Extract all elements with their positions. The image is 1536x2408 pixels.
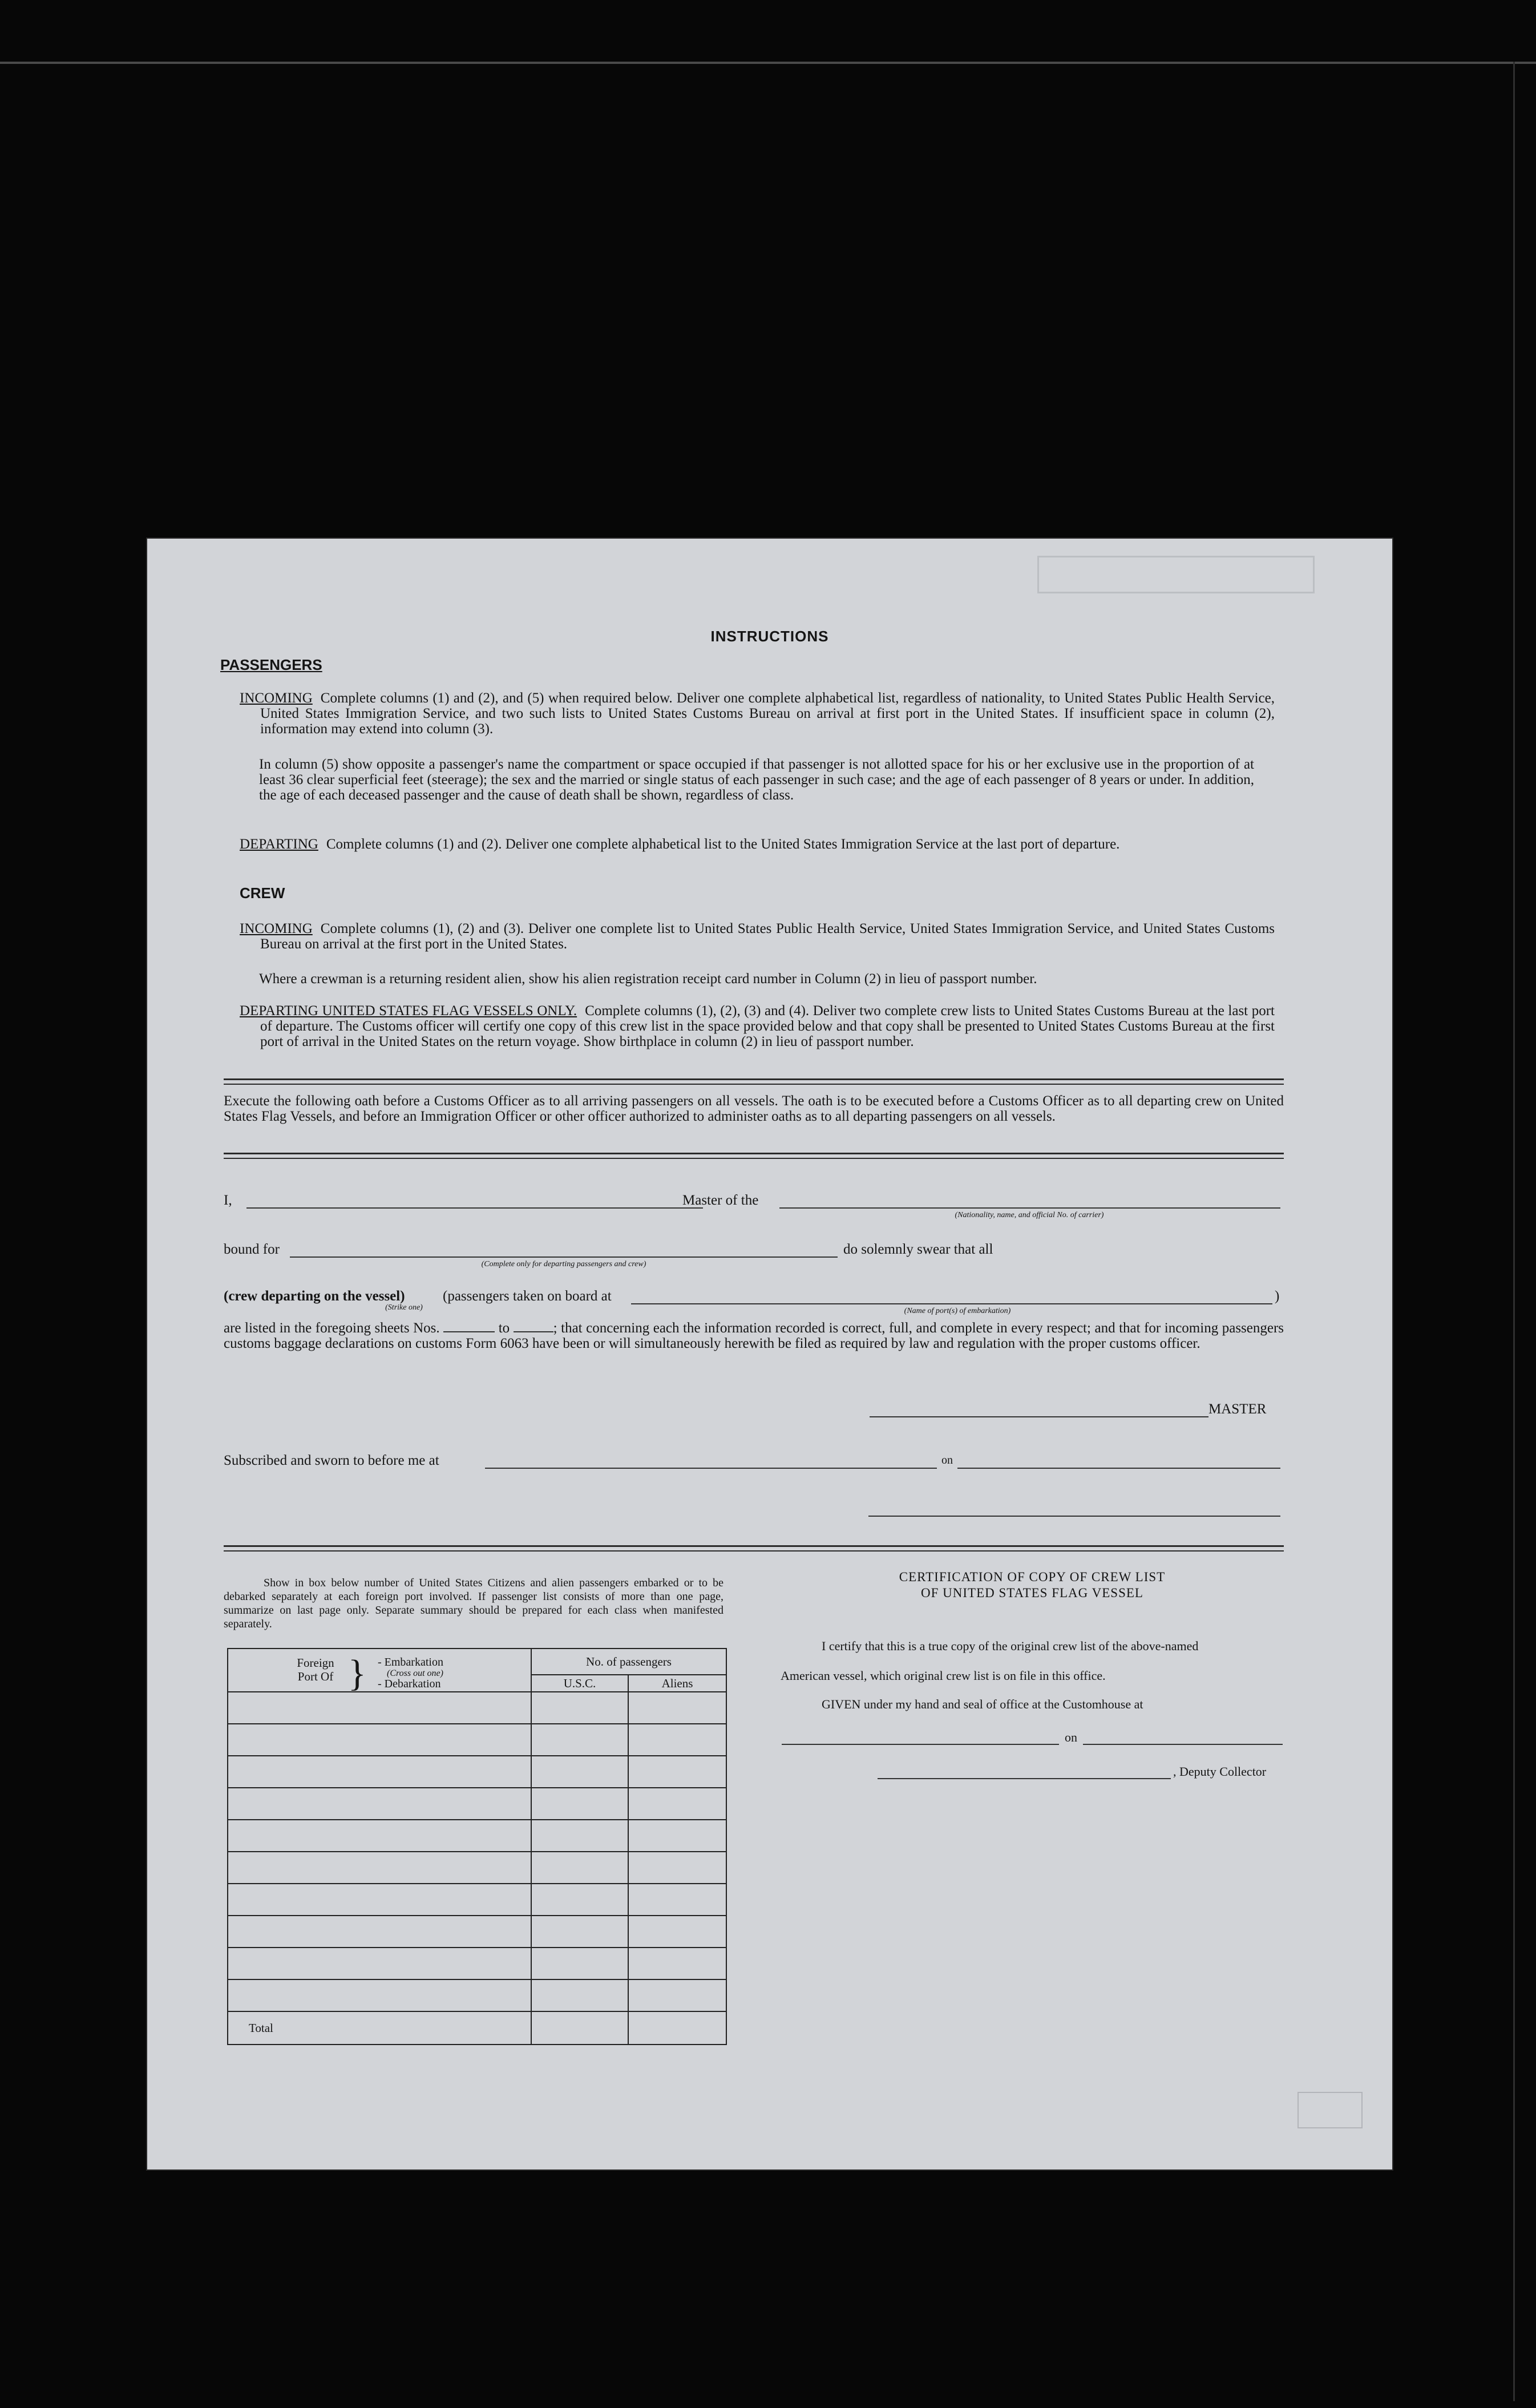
usc-cell[interactable] bbox=[531, 1979, 628, 2011]
oath-i-label: I, bbox=[224, 1193, 232, 1208]
foreign-port-header bbox=[228, 1649, 531, 1692]
summary-table bbox=[227, 1648, 727, 2045]
certification-on-label: on bbox=[1065, 1730, 1077, 1744]
table-row bbox=[228, 1948, 726, 1979]
passengers-column5-paragraph: In column (5) show opposite a passenger's name the compartment or space occupied if that passenger is not allotted space for his or her exclusive use in the proportion of at least 36 clear superficial feet (steerage); the sex and the married or single status of each passenger in such case; and the age of each passenger of 8 years or under. In addition, the age of each deceased passenger and the cause of death shall be shown, regardless of class. bbox=[259, 757, 1254, 803]
form-page bbox=[147, 539, 1392, 2169]
summary-instruction: Show in box below number of United States Citizens and alien passengers embarked or to be debarked separately at each foreign port involved. If passenger list consists of more than one page, summarize on last page only. Separate summary should be prepared for each class when manifested separately. bbox=[224, 1577, 723, 1630]
bound-for-field[interactable] bbox=[290, 1256, 838, 1258]
port-cell[interactable] bbox=[228, 1916, 531, 1948]
master-signature-field[interactable] bbox=[870, 1416, 1208, 1417]
usc-cell[interactable] bbox=[531, 1916, 628, 1948]
table-row bbox=[228, 1852, 726, 1884]
certification-title-line1: CERTIFICATION OF COPY OF CREW LIST bbox=[899, 1570, 1166, 1584]
passengers-incoming-paragraph bbox=[240, 690, 1275, 737]
master-of-label: Master of the bbox=[682, 1193, 759, 1208]
crew-departing-text: Complete columns (1), (2), (3) and (4). Deliver two complete crew lists to United States Customs Bureau at the last port of departure. The Customs officer will certify one copy of this crew list in the space provided below and that copy shall be presented to United States Customs Bureau at the first port of arrival in the United States on the return voyage. Show birthplace in column (2) in lieu of passport number. bbox=[260, 1003, 1275, 1049]
aliens-cell[interactable] bbox=[628, 1884, 726, 1916]
embarkation-caption: (Name of port(s) of embarkation) bbox=[904, 1307, 1011, 1315]
certify-text-line1: I certify that this is a true copy of the original crew list of the above-named bbox=[822, 1639, 1199, 1653]
sworn-place-field[interactable] bbox=[485, 1468, 937, 1469]
bracket-glyph: } bbox=[348, 1653, 366, 1694]
total-label: Total bbox=[228, 2011, 531, 2045]
sheet-to-field[interactable] bbox=[514, 1321, 553, 1332]
passengers-heading: PASSENGERS bbox=[220, 656, 322, 673]
bound-for-caption: (Complete only for departing passengers and crew) bbox=[481, 1260, 646, 1268]
aliens-cell[interactable] bbox=[628, 1852, 726, 1884]
port-cell[interactable] bbox=[228, 1948, 531, 1979]
crew-departing-option bbox=[224, 1288, 405, 1304]
port-cell[interactable] bbox=[228, 1820, 531, 1852]
total-aliens-cell[interactable] bbox=[628, 2011, 726, 2045]
usc-cell[interactable] bbox=[531, 1692, 628, 1724]
deputy-collector-label: , Deputy Collector bbox=[1173, 1764, 1267, 1779]
crew-incoming-text: Complete columns (1), (2) and (3). Deliver one complete list to United States Public Health Service, United States Immigration Service, and United States Customs Bureau on arrival at the first port in the United States. bbox=[260, 921, 1275, 952]
table-row bbox=[228, 1884, 726, 1916]
crew-resident-paragraph: Where a crewman is a returning resident alien, show his alien registration receipt card number in Column (2) in lieu of passport number. bbox=[259, 971, 1037, 987]
passengers-incoming-text: Complete columns (1) and (2), and (5) when required below. Deliver one complete alphabetical list, regardless of nationality, to United States Public Health Service, United States Immigration Service, and two such lists to United States Customs Bureau on arrival at first port in the United States. If insufficient space in column (2), information may extend into column (3). bbox=[260, 690, 1275, 737]
crew-incoming-paragraph bbox=[240, 921, 1275, 952]
total-usc-cell[interactable] bbox=[531, 2011, 628, 2045]
port-cell[interactable] bbox=[228, 1979, 531, 2011]
to-label: to bbox=[498, 1320, 510, 1336]
swear-label: do solemnly swear that all bbox=[843, 1242, 993, 1257]
embarkation-label: - Embarkation bbox=[378, 1656, 443, 1668]
carrier-caption: (Nationality, name, and official No. of carrier) bbox=[955, 1211, 1104, 1219]
table-row bbox=[228, 1820, 726, 1852]
sworn-on-label: on bbox=[941, 1454, 953, 1466]
section-divider bbox=[224, 1153, 1284, 1159]
officer-signature-field[interactable] bbox=[868, 1516, 1280, 1517]
aliens-cell[interactable] bbox=[628, 1724, 726, 1756]
port-cell[interactable] bbox=[228, 1884, 531, 1916]
table-row bbox=[228, 1979, 726, 2011]
usc-cell[interactable] bbox=[531, 1884, 628, 1916]
passengers-departing-paragraph bbox=[240, 837, 1275, 852]
usc-cell[interactable] bbox=[531, 1948, 628, 1979]
bound-for-label: bound for bbox=[224, 1242, 280, 1257]
no-passengers-header: No. of passengers bbox=[531, 1649, 726, 1675]
debarkation-label: - Debarkation bbox=[378, 1678, 441, 1690]
film-frame-side-line bbox=[1513, 62, 1515, 2401]
total-row bbox=[228, 2011, 726, 2045]
port-cell[interactable] bbox=[228, 1788, 531, 1820]
passengers-departing-text: Complete columns (1) and (2). Deliver one complete alphabetical list to the United States Immigration Service at the last port of departure. bbox=[326, 837, 1120, 852]
section-divider bbox=[224, 1078, 1284, 1085]
usc-cell[interactable] bbox=[531, 1820, 628, 1852]
oath-instruction-paragraph: Execute the following oath before a Customs Officer as to all arriving passengers on all vessels. The oath is to be executed before a Customs Officer as to all departing crew on United States Flag Vessels, and before an Immigration Officer or other officer authorized to administer oaths as to all departing passengers on all vessels. bbox=[224, 1093, 1284, 1124]
aliens-cell[interactable] bbox=[628, 1916, 726, 1948]
crew-heading: CREW bbox=[240, 884, 285, 902]
aliens-cell[interactable] bbox=[628, 1820, 726, 1852]
section-divider bbox=[224, 1545, 1284, 1552]
bleed-through-stamp bbox=[1037, 556, 1315, 593]
aliens-cell[interactable] bbox=[628, 1692, 726, 1724]
certification-title bbox=[818, 1569, 1246, 1601]
crew-departing-option-text: (crew departing on the vessel) bbox=[224, 1288, 405, 1304]
usc-cell[interactable] bbox=[531, 1852, 628, 1884]
table-row bbox=[228, 1756, 726, 1788]
bleed-through-stamp bbox=[1297, 2092, 1363, 2128]
strike-one-caption: (Strike one) bbox=[385, 1303, 423, 1312]
closing-paren: ) bbox=[1275, 1288, 1280, 1304]
crew-departing-paragraph bbox=[240, 1003, 1275, 1049]
foreign-port-label: Foreign Port Of bbox=[297, 1656, 334, 1683]
certification-title-line2: OF UNITED STATES FLAG VESSEL bbox=[921, 1586, 1143, 1600]
deputy-signature-field[interactable] bbox=[878, 1778, 1171, 1779]
table-row bbox=[228, 1724, 726, 1756]
table-row bbox=[228, 1788, 726, 1820]
customhouse-field[interactable] bbox=[782, 1744, 1059, 1745]
usc-header: U.S.C. bbox=[531, 1675, 628, 1692]
subscribed-label: Subscribed and sworn to before me at bbox=[224, 1453, 439, 1468]
port-cell[interactable] bbox=[228, 1852, 531, 1884]
sworn-date-field[interactable] bbox=[957, 1468, 1280, 1469]
film-frame-top-line bbox=[0, 62, 1536, 64]
carrier-field[interactable] bbox=[779, 1207, 1280, 1209]
passengers-board-label: (passengers taken on board at bbox=[443, 1288, 612, 1304]
instructions-title: INSTRUCTIONS bbox=[710, 628, 829, 645]
certification-date-field[interactable] bbox=[1083, 1744, 1283, 1745]
table-row bbox=[228, 1916, 726, 1948]
usc-cell[interactable] bbox=[531, 1788, 628, 1820]
crew-incoming-label: INCOMING bbox=[240, 921, 313, 936]
passengers-incoming-label: INCOMING bbox=[240, 690, 313, 706]
master-label: MASTER bbox=[1208, 1401, 1267, 1417]
port-cell[interactable] bbox=[228, 1692, 531, 1724]
certify-text-line2: American vessel, which original crew list is on file in this office. bbox=[781, 1668, 1106, 1683]
table-row bbox=[228, 1692, 726, 1724]
listed-label: are listed in the foregoing sheets Nos. bbox=[224, 1320, 440, 1336]
aliens-cell[interactable] bbox=[628, 1756, 726, 1788]
aliens-cell[interactable] bbox=[628, 1788, 726, 1820]
embarkation-port-field[interactable] bbox=[631, 1303, 1272, 1304]
port-cell[interactable] bbox=[228, 1756, 531, 1788]
master-name-field[interactable] bbox=[246, 1207, 703, 1209]
sheet-from-field[interactable] bbox=[443, 1321, 495, 1332]
aliens-cell[interactable] bbox=[628, 1948, 726, 1979]
usc-cell[interactable] bbox=[531, 1756, 628, 1788]
cross-out-label: (Cross out one) bbox=[387, 1668, 443, 1678]
listed-sheets-paragraph bbox=[224, 1320, 1284, 1351]
crew-departing-label: DEPARTING UNITED STATES FLAG VESSELS ONLY. bbox=[240, 1003, 577, 1019]
usc-cell[interactable] bbox=[531, 1724, 628, 1756]
listed-text: ; that concerning each the information recorded is correct, full, and complete in every respect; and that for incoming passengers customs baggage declarations on customs Form 6063 have been or will simultaneously herewith be filed as required by law and regulation with the proper customs officer. bbox=[224, 1320, 1284, 1351]
port-cell[interactable] bbox=[228, 1724, 531, 1756]
passengers-departing-label: DEPARTING bbox=[240, 837, 318, 852]
aliens-header: Aliens bbox=[628, 1675, 726, 1692]
given-text: GIVEN under my hand and seal of office at the Customhouse at bbox=[822, 1697, 1143, 1711]
aliens-cell[interactable] bbox=[628, 1979, 726, 2011]
